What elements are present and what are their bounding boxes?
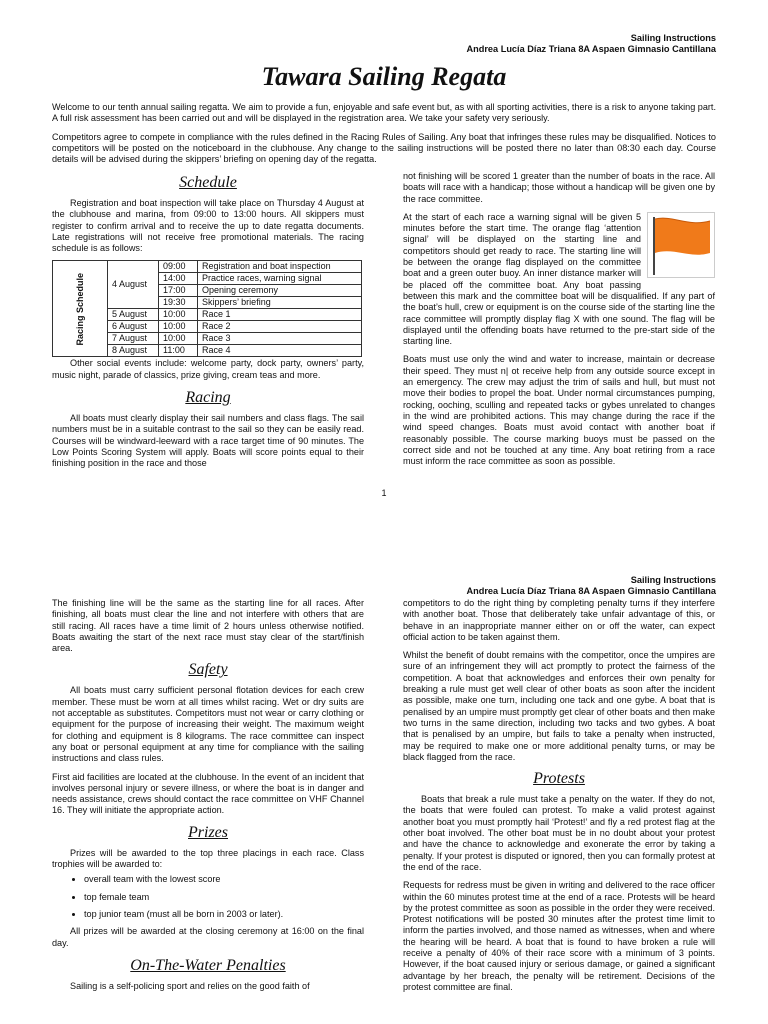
- start-procedure-text: At the start of each race a warning signal will be given 5 minutes before the start time. The orange flag ‘attention signal’ will be displayed on the starting line and competitors should get ready to race. The starting line will be between the orange flag displayed on the committee boat and a green outer buoy. An inner distance marker will be placed off the committee boat. Any boat passing between this mark and the committee boat will be disqualified. If any part of the boat’s hull, crew or equipment is on the course side of the starting line the race committee will promptly display flag X with one sound. The flag will be displayed until the offending boats have returned to the pre-start side of the starting line.: [403, 211, 715, 347]
- event-cell: Race 4: [198, 345, 362, 357]
- orange-flag-icon: [647, 212, 715, 278]
- time-cell: 14:00: [159, 273, 198, 285]
- protests-text-2: Requests for redress must be given in writing and delivered to the race officer within the 60 minutes protest time at the end of a race. Protests will be heard by the protest committee as soon as possible in the order they were received. Protest notifications will be posted 30 minutes after the protest time limit to inform the parties involved, and those named as witnesses, when and where the hearing will be heard. A boat that is found to have broken a rule will receive a penalty of 40% of their race score with a minimum of 3 points. However, if the boat caused injury or serious damage, or gained a significant advantage by her breach, the penalty will be retirement. Decisions of the protest committee are final.: [403, 880, 715, 992]
- right-column: [403, 171, 715, 467]
- event-cell: Race 3: [198, 333, 362, 345]
- event-cell: Skippers’ briefing: [198, 297, 362, 309]
- racing-heading: Racing: [185, 389, 231, 407]
- header-line-2: Andrea Lucía Díaz Triana 8A Aspaen Gimnasio Cantillana: [466, 44, 716, 54]
- page-2: [0, 566, 768, 1024]
- event-cell: Race 1: [198, 309, 362, 321]
- schedule-text: Registration and boat inspection will take place on Thursday 4 August at the clubhouse and marina, from 09:00 to 13:00 hours. All skippers must register to confirm arrival and to receive the up to date regatta documents. Late registrations will not receive free promotional materials. The racing schedule is as follows:: [52, 198, 364, 254]
- racing-text: All boats must clearly display their sail numbers and class flags. The sail numbers must be in a suitable contrast to the sail so they can be easily read. Courses will be windward-leeward with a race target time of 90 minutes. The Low Points Scoring System will apply. Boats will score points equal to their finishing position in the race and those: [52, 413, 364, 469]
- document-title: Tawara Sailing Regata: [261, 62, 507, 91]
- fair-play-text: competitors to do the right thing by completing penalty turns if they interfere with another boat. Those that deliberately take unfair advantage of this, or behave in an inappropriate manner either on or off the water, can expect official action to be taken against them.: [403, 598, 715, 642]
- prizes-list: [52, 874, 364, 920]
- protests-text-1: Boats that break a rule must take a penalty on the water. If they do not, the boats that were fouled can protest. To make a valid protest against another boat you must promptly hail ‘Protest!’ and fly a red protest flag at the other boat involved. The other boat must be in no doubt about your protest and have the chance to acknowledge and exonerate the error by taking a penalty. If your protest is disputed or ignored, then you can formally protest at the end of the race.: [403, 794, 715, 872]
- social-events-text: Other social events include: welcome party, dock party, owners’ party, music night, parade of classics, prize giving, cream teas and more.: [52, 358, 364, 380]
- schedule-heading: Schedule: [179, 174, 237, 191]
- page-1: [0, 0, 768, 505]
- date-cell: 8 August: [108, 345, 159, 357]
- date-cell: 4 August: [108, 261, 159, 309]
- list-item: • overall team with the lowest score: [84, 874, 364, 885]
- event-cell: Practice races, warning signal: [198, 273, 362, 285]
- penalties-heading: On-The-Water Penalties: [130, 956, 286, 974]
- time-cell: 09:00: [159, 261, 198, 273]
- page-header: [467, 33, 717, 55]
- time-cell: 10:00: [159, 321, 198, 333]
- header-line-2: Andrea Lucía Díaz Triana 8A Aspaen Gimnasio Cantillana: [466, 586, 716, 596]
- time-cell: 10:00: [159, 333, 198, 345]
- event-cell: Race 2: [198, 321, 362, 333]
- time-cell: 19:30: [159, 297, 198, 309]
- left-column: [52, 598, 364, 992]
- table-label: Racing Schedule: [74, 272, 85, 346]
- time-cell: 11:00: [159, 345, 198, 357]
- page-number: 1: [381, 488, 387, 498]
- date-cell: 6 August: [108, 321, 159, 333]
- intro-paragraph-2: Competitors agree to compete in compliance with the rules defined in the Racing Rules of Sailing. Any boat that infringes these rules may be disqualified. Notices to competitors will be posted on the noticeboard in the clubhouse. Any change to the sailing instructions will be posted there no later than 08:30 each day. Course details will be advised during the skippers’ briefing on opening day of the regatta.: [52, 131, 716, 165]
- event-cell: Registration and boat inspection: [198, 261, 362, 273]
- list-item: • top female team: [84, 892, 364, 903]
- finishing-line-text: The finishing line will be the same as the starting line for all races. After finishing, all boats must clear the line and not interfere with others that are still racing. All races have a time limit of 2 hours unless otherwise notified. Boats awaiting the start of the next race must stay clear of the start/finish area.: [52, 598, 364, 654]
- umpire-text: Whilst the benefit of doubt remains with the competitor, once the umpires are sure of an infringement they will act promptly to protect the fairness of the competition. A boat that acknowledges and enforces their own penalty for breaking a rule must get well clear of other boats as soon after the incident as possible, make one turn, including one tack and one gybe. A boat that is penalised by an umpire must promptly get clear of other boats and then make two turns in the same direction, including two tacks and two gybes. A boat that is penalised by an umpire, but fails to take a penalty when instructed, may be required to make one or more additional penalty turns, or may be black flagged from the race.: [403, 650, 715, 762]
- penalties-text: Sailing is a self-policing sport and relies on the good faith of: [70, 980, 310, 991]
- list-item: • top junior team (must all be born in 2003 or later).: [84, 909, 364, 920]
- intro: [52, 102, 716, 165]
- page-header: [467, 575, 717, 597]
- prizes-text-2: All prizes will be awarded at the closing ceremony at 16:00 on the final day.: [52, 926, 364, 948]
- event-cell: Opening ceremony: [198, 285, 362, 297]
- time-cell: 17:00: [159, 285, 198, 297]
- time-cell: 10:00: [159, 309, 198, 321]
- table-row: [53, 261, 362, 273]
- protests-heading: Protests: [533, 770, 585, 788]
- left-column: [52, 170, 364, 470]
- intro-paragraph-1: Welcome to our tenth annual sailing regatta. We aim to provide a fun, enjoyable and safe event but, as with all sporting activities, there is a risk to anyone taking part. A full risk assessment has been carried out and will be displayed in the registration area. We take your safety very seriously.: [52, 102, 716, 124]
- header-line-1: Sailing Instructions: [630, 575, 716, 585]
- safety-heading: Safety: [188, 661, 228, 679]
- race-scoring-text: not finishing will be scored 1 greater than the number of boats in the race. All boats will race with a handicap; those without a handicap will be given one by the race committee.: [403, 171, 715, 204]
- propulsion-text: Boats must use only the wind and water to increase, maintain or decrease their speed. They must n| ot receive help from any outside source except in an emergency. The crew may adjust the trim of sails and hull, but must not move their bodies to propel the boat. Under normal circumstances pumping, rocking, ooching, sculling and repeated tacks or gybes unrelated to changes in the wind are prohibited actions. This may change during the race if the wind speed changes. Boats must avoid contact with another boat if reasonably possible. The course marking buoys must be passed on the correct side and not be touched at any time. Any boat retiring from a race must inform the race committee as soon as possible.: [403, 354, 715, 467]
- prizes-text-1: Prizes will be awarded to the top three placings in each race. Class trophies will be awarded to:: [52, 847, 364, 870]
- safety-text-1: All boats must carry sufficient personal flotation devices for each crew member. These must be worn at all times whilst racing. Wet or dry suits are not acceptable as substitutes. Competitors must not wear or carry clothing or equipment for the purpose of increasing their weight. The maximum weight for clothing and equipment is 8 kilograms. The race committee can inspect any boat or personal equipment at any time for compliance with the sailing instructions and class rules.: [52, 685, 364, 764]
- prizes-heading: Prizes: [188, 823, 228, 841]
- table-label-cell: [53, 261, 108, 357]
- schedule-table: [52, 260, 362, 357]
- header-line-1: Sailing Instructions: [630, 33, 716, 43]
- date-cell: 5 August: [108, 309, 159, 321]
- date-cell: 7 August: [108, 333, 159, 345]
- safety-text-2: First aid facilities are located at the clubhouse. In the event of an incident that involves personal injury or severe illness, or where the boat is in danger and needs assistance, crews should contact the race committee on VHF Channel 16. They will initiate the appropriate action.: [52, 771, 364, 816]
- page-gap: [0, 505, 768, 566]
- right-column: [403, 598, 715, 993]
